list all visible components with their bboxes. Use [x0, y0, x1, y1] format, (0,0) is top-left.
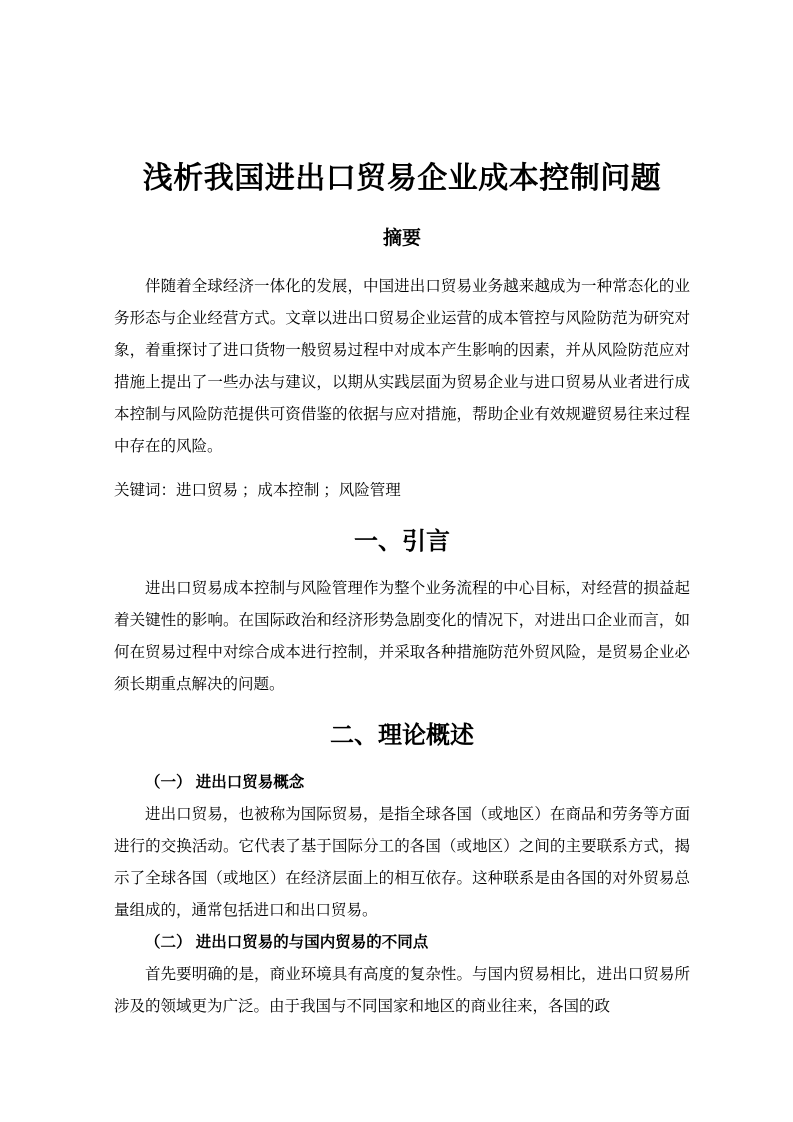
keywords-line: 关键词：进口贸易 ；成本控制 ；风险管理	[114, 481, 401, 499]
subsection-heading-trade-concept: （一） 进出口贸易概念	[145, 773, 305, 791]
abstract-paragraph: 伴随着全球经济一体化的发展，中国进出口贸易业务越来越成为一种常态化的业务形态与企业经营方式。文章以进出口贸易企业运营的成本管控与风险防范为研究对象，着重探讨了进口货物一般贸易过程中对成本产生影响的因素，并从风险防范应对措施上提出了一些办法与建议，以期从实践层面为贸易企业与进口贸易从业者进行成本控制与风险防范提供可资借鉴的依据与应对措施，帮助企业有效规避贸易往来过程中存在的风险。	[114, 277, 690, 455]
subsection-heading-trade-difference: （二） 进出口贸易的与国内贸易的不同点	[145, 933, 429, 951]
abstract-heading: 摘要	[382, 227, 421, 249]
document-title: 浅析我国进出口贸易企业成本控制问题	[142, 162, 662, 195]
introduction-paragraph: 进出口贸易成本控制与风险管理作为整个业务流程的中心目标，对经营的损益起着关键性的影响。在国际政治和经济形势急剧变化的情况下，对进出口企业而言，如何在贸易过程中对综合成本进行控制，并采取各种措施防范外贸风险，是贸易企业必须长期重点解决的问题。	[114, 579, 690, 693]
trade-concept-paragraph: 进出口贸易，也被称为国际贸易，是指全球各国（或地区）在商品和劳务等方面进行的交换活动。它代表了基于国际分工的各国（或地区）之间的主要联系方式，揭示了全球各国（或地区）在经济层面上的相互依存。这种联系是由各国的对外贸易总量组成的，通常包括进口和出口贸易。	[114, 805, 690, 919]
section-heading-introduction: 一、引言	[354, 527, 450, 555]
section-heading-theory-overview: 二、理论概述	[330, 721, 474, 749]
trade-difference-paragraph: 首先要明确的是，商业环境具有高度的复杂性。与国内贸易相比，进出口贸易所涉及的领域更为广泛。由于我国与不同国家和地区的商业往来，各国的政	[114, 965, 690, 1015]
